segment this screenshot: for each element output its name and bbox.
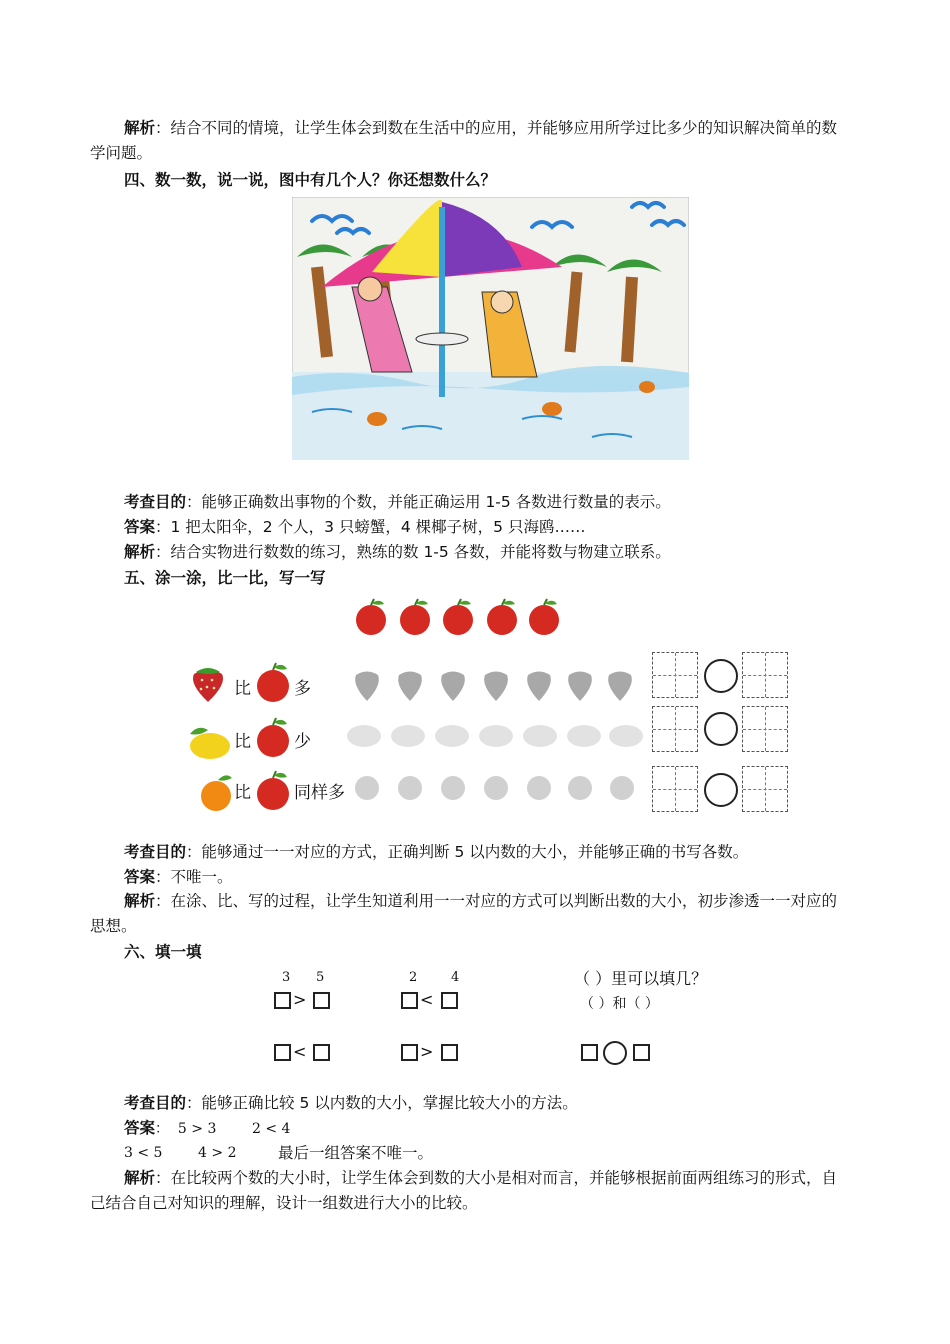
answer-text: ： 5 > 3 2 < 4 [155,1121,291,1137]
less-than: < [420,990,434,1009]
answer-box[interactable] [274,992,291,1009]
apple-icon [529,599,559,635]
gray-strawberry-row [350,665,640,705]
answer-box[interactable] [633,1044,650,1061]
section-4-title: 四、数一数，说一说，图中有几个人？你还想数什么？ [124,171,497,189]
s5-purpose [90,840,850,865]
greater-than: > [293,990,307,1009]
s4-answer [90,515,850,540]
digit: 3 [282,970,291,985]
analysis-label: 解析 [124,543,156,561]
compare-circle[interactable] [603,1041,627,1065]
apple-icon [400,599,430,635]
analysis-label: 解析 [124,892,156,910]
writing-grid[interactable] [742,766,788,812]
analysis-label: 解析 [124,119,156,137]
answer-box[interactable] [401,1044,418,1061]
answer-label: 答案 [124,868,156,886]
s6-answer-note: 最后一组答案不唯一。 [278,1144,434,1162]
purpose-label: 考查目的 [124,843,187,861]
lemon-icon [180,718,234,762]
less-than: < [293,1042,307,1061]
answer-box[interactable] [401,992,418,1009]
gray-orange-row [350,764,640,804]
section-6-title: 六、填一填 [124,943,202,961]
answer-label: 答案 [124,1119,156,1137]
apple-icon [356,599,386,635]
greater-than: > [420,1042,434,1061]
row3-bi: 比 [234,783,251,803]
s4-analysis [90,540,850,565]
purpose-label: 考查目的 [124,493,187,511]
analysis-text: ：结合实物进行数数的练习，熟练的数 1-5 各数，并能将数与物建立联系。 [155,543,671,561]
compare-circle[interactable] [704,773,738,807]
compare-circle[interactable] [704,659,738,693]
answer-text: ：不唯一。 [155,868,233,886]
answer-label: 答案 [124,518,156,536]
analysis-label: 解析 [124,1169,156,1187]
digit: 4 [451,970,460,985]
writing-grid[interactable] [652,652,698,698]
purpose-text: ：能够通过一一对应的方式，正确判断 5 以内数的大小，并能够正确的书写各数。 [186,843,749,861]
row3-word: 同样多 [294,783,345,803]
orange-icon [198,770,238,814]
gray-lemon-row [342,712,647,752]
answer-box[interactable] [581,1044,598,1061]
apple-icon [443,599,473,635]
digit: 5 [316,970,325,985]
s3-analysis [90,116,850,166]
section-5-title: 五、涂一涂，比一比，写一写 [124,569,326,587]
analysis-text: ：在比较两个数的大小时，让学生体会到数的大小是相对而言，并能够根据前面两组练习的形式，自己结合自己对知识的理解，设计一组数进行大小的比较。 [90,1169,838,1212]
s6-answer-line2: 3 < 5 4 > 2 [124,1145,237,1161]
analysis-text: ：在涂、比、写的过程，让学生知道利用一一对应的方式可以判断出数的大小，初步渗透一一对应的思想。 [90,892,838,935]
answer-box[interactable] [274,1044,291,1061]
digit: 2 [409,970,418,985]
s6-answer [90,1116,850,1142]
s6-analysis [90,1166,850,1216]
s5-answer [90,865,850,890]
apple-icon [487,599,517,635]
apple-icon [254,768,294,812]
row2-word: 少 [294,732,311,752]
answer-text: ：1 把太阳伞，2 个人，3 只螃蟹，4 棵椰子树，5 只海鸥…… [155,518,586,536]
apple-icon [254,660,294,704]
answer-box[interactable] [441,992,458,1009]
row1-word: 多 [294,679,311,699]
writing-grid[interactable] [742,706,788,752]
purpose-text: ：能够正确比较 5 以内数的大小，掌握比较大小的方法。 [186,1094,578,1112]
answer-box[interactable] [313,992,330,1009]
purpose-text: ：能够正确数出事物的个数，并能正确运用 1-5 各数进行数量的表示。 [186,493,671,511]
answer-box[interactable] [441,1044,458,1061]
answer-box[interactable] [313,1044,330,1061]
analysis-text: ：结合不同的情境，让学生体会到数在生活中的应用，并能够应用所学过比多少的知识解决简单的数学问题。 [90,119,838,162]
s6-purpose [90,1091,850,1116]
apple-row [350,596,565,640]
compare-circle[interactable] [704,712,738,746]
writing-grid[interactable] [742,652,788,698]
writing-grid[interactable] [652,766,698,812]
s4-purpose [90,490,850,515]
beach-drawing [292,197,689,460]
purpose-label: 考查目的 [124,1094,187,1112]
fill-question-2: （ ）和（ ） [580,996,659,1012]
strawberry-icon [186,662,230,706]
writing-grid[interactable] [652,706,698,752]
s5-analysis [90,889,850,939]
row1-bi: 比 [234,679,251,699]
fill-question: （ ）里可以填几？ [574,969,708,988]
row2-bi: 比 [234,732,251,752]
apple-icon [254,715,294,759]
